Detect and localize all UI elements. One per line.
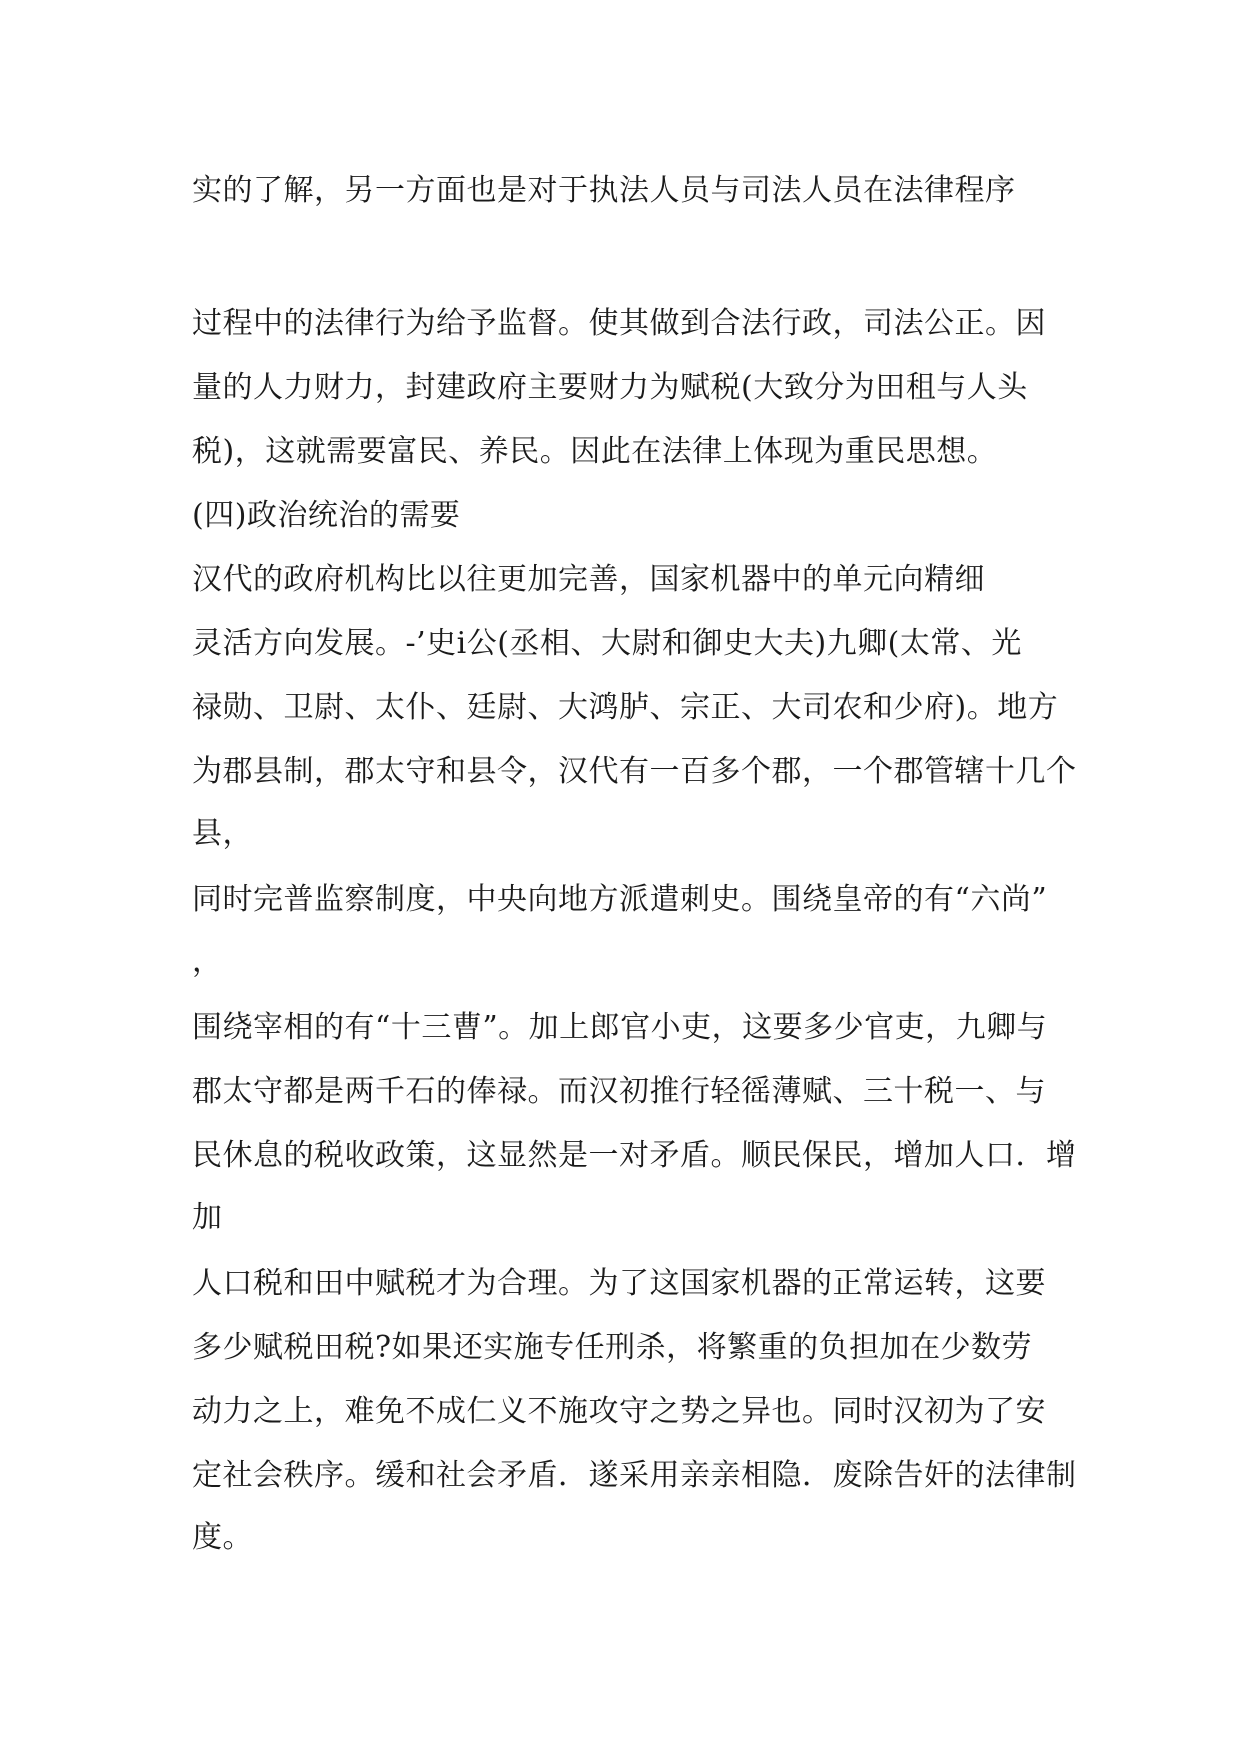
text-line: 过程中的法律行为给予监督。使其做到合法行政，司法公正。因 — [192, 306, 1046, 341]
text-line: 动力之上，难免不成仁义不施攻守之势之异也。同时汉初为了安 — [192, 1394, 1046, 1429]
text-line: 禄勋、卫尉、太仆、廷尉、大鸿胪、宗正、大司农和少府)。地方 — [192, 690, 1059, 725]
text-line: 人口税和田中赋税才为合理。为了这国家机器的正常运转，这要 — [192, 1266, 1046, 1301]
text-line: 税)，这就需要富民、养民。因此在法律上体现为重民思想。 — [192, 434, 998, 469]
text-line: 汉代的政府机构比以往更加完善，国家机器中的单元向精细 — [192, 562, 985, 597]
text-line: 为郡县制，郡太守和县令，汉代有一百多个郡，一个郡管辖十几个 — [192, 754, 1077, 789]
text-line: 同时完普监察制度，中央向地方派遣刺史。围绕皇帝的有“六尚” — [192, 882, 1048, 917]
section-heading: (四)政治统治的需要 — [192, 498, 461, 533]
text-line: 民休息的税收政策，这显然是一对矛盾。顺民保民，增加人口．增 — [192, 1138, 1077, 1173]
text-line: 加 — [192, 1200, 223, 1235]
text-line: 郡太守都是两千石的俸禄。而汉初推行轻徭薄赋、三十税一、与 — [192, 1074, 1046, 1109]
text-line: 量的人力财力，封建政府主要财力为赋税(大致分为田租与人头 — [192, 370, 1028, 405]
text-line: 度。 — [192, 1520, 253, 1555]
text-line: 实的了解，另一方面也是对于执法人员与司法人员在法律程序 — [192, 173, 1016, 208]
text-line: 定社会秩序。缓和社会矛盾．遂采用亲亲相隐．废除告奸的法律制 — [192, 1458, 1077, 1493]
text-line: 灵活方向发展。-’史i公(丞相、大尉和御史大夫)九卿(太常、光 — [192, 626, 1022, 661]
text-line: 县， — [192, 816, 253, 851]
text-line: 多少赋税田税?如果还实施专任刑杀，将繁重的负担加在少数劳 — [192, 1330, 1033, 1365]
text-line: 围绕宰相的有“十三曹”。加上郎官小吏，这要多少官吏，九卿与 — [192, 1010, 1048, 1045]
text-line: ， — [192, 944, 223, 979]
